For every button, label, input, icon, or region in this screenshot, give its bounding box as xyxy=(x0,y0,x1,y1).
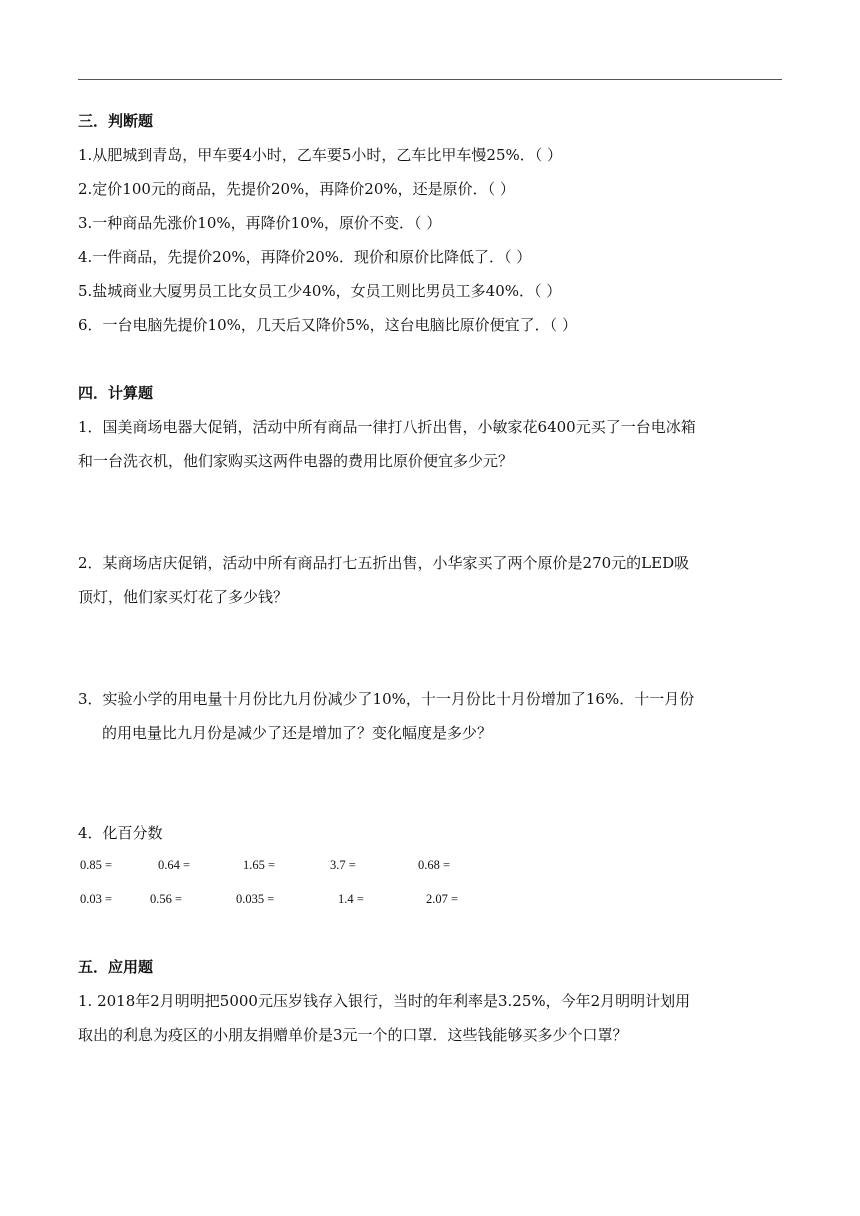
judgement-item-5: 5.盐城商业大厦男员工比女员工少40%，女员工则比男员工多40%．（ ） xyxy=(78,282,562,300)
percent-conversion-cell: 2.07 = xyxy=(426,892,459,906)
section-title-calculation: 四．计算题 xyxy=(78,384,154,402)
percent-conversion-cell: 0.03 = xyxy=(80,892,113,906)
calc-q2-line1: 2．某商场店庆促销，活动中所有商品打七五折出售，小华家买了两个原价是270元的LED吸 xyxy=(78,554,690,572)
percent-conversion-cell: 0.68 = xyxy=(418,858,451,872)
section-title-application: 五．应用题 xyxy=(78,958,154,976)
judgement-item-2: 2.定价100元的商品，先提价20%，再降价20%，还是原价．（ ） xyxy=(78,180,515,198)
application-q1-line2: 取出的利息为疫区的小朋友捐赠单价是3元一个的口罩．这些钱能够买多少个口罩？ xyxy=(78,1026,628,1044)
application-q1-line1: 1. 2018年2月明明把5000元压岁钱存入银行，当时的年利率是3.25%，今年2月明明计划用 xyxy=(78,992,691,1010)
calc-q1-line2: 和一台洗衣机，他们家购买这两件电器的费用比原价便宜多少元？ xyxy=(78,452,514,470)
calc-q1-line1: 1．国美商场电器大促销，活动中所有商品一律打八折出售，小敏家花6400元买了一台电冰箱 xyxy=(78,418,696,436)
percent-conversion-cell: 3.7 = xyxy=(330,858,356,872)
calc-q3-line1: 3．实验小学的用电量十月份比九月份减少了10%，十一月份比十月份增加了16%．十一月份 xyxy=(78,690,695,708)
judgement-item-6: 6．一台电脑先提价10%，几天后又降价5%，这台电脑比原价便宜了．（ ） xyxy=(78,316,577,334)
header-rule xyxy=(78,79,782,80)
percent-conversion-cell: 0.85 = xyxy=(80,858,113,872)
calc-q3-line2: 的用电量比九月份是减少了还是增加了？变化幅度是多少？ xyxy=(102,724,493,742)
judgement-item-4: 4.一件商品，先提价20%，再降价20%．现价和原价比降低了．（ ） xyxy=(78,248,532,266)
judgement-item-1: 1.从肥城到青岛，甲车要4小时，乙车要5小时，乙车比甲车慢25%．（ ） xyxy=(78,146,563,164)
percent-conversion-cell: 1.4 = xyxy=(338,892,364,906)
calc-q2-line2: 顶灯，他们家买灯花了多少钱？ xyxy=(78,588,289,606)
judgement-item-3: 3.一种商品先涨价10%，再降价10%，原价不变．（ ） xyxy=(78,214,442,232)
percent-conversion-cell: 0.64 = xyxy=(158,858,191,872)
percent-conversion-cell: 1.65 = xyxy=(243,858,276,872)
percent-conversion-cell: 0.56 = xyxy=(150,892,183,906)
calc-q4-title: 4．化百分数 xyxy=(78,824,163,842)
percent-conversion-cell: 0.035 = xyxy=(236,892,275,906)
section-title-judgement: 三．判断题 xyxy=(78,112,154,130)
